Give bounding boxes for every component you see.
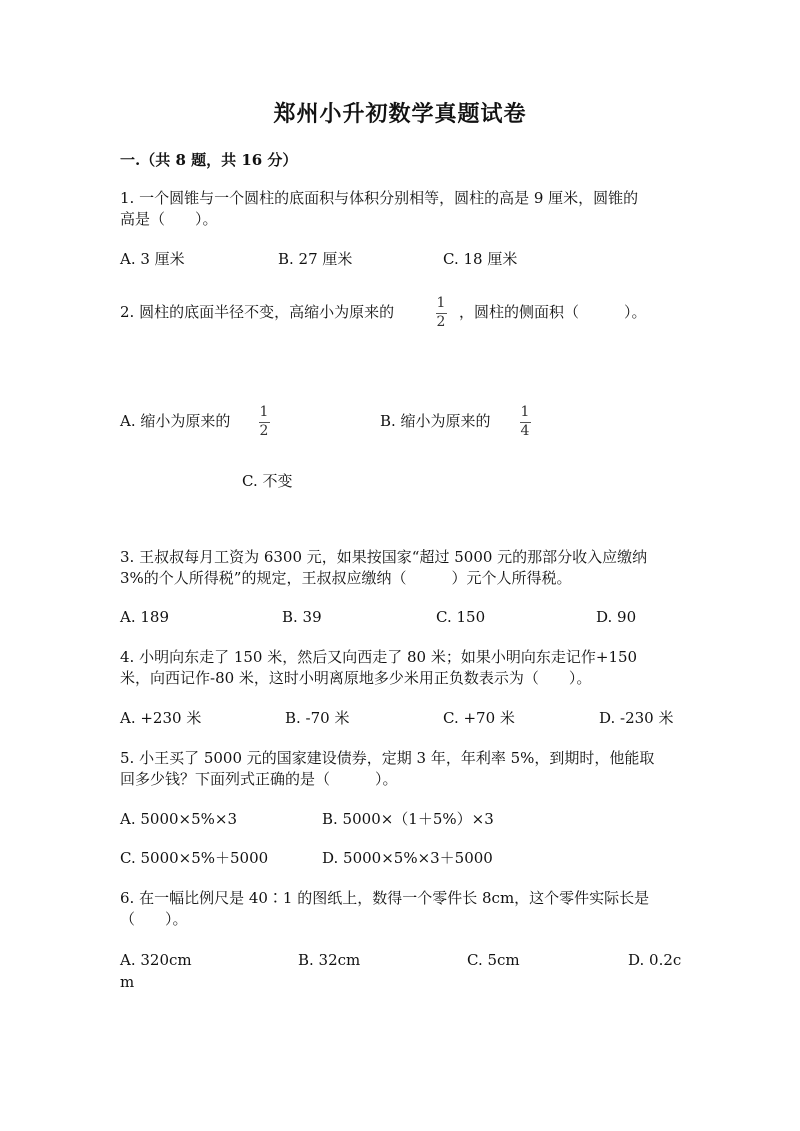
question-6-line-1: 6. 在一幅比例尺是 40∶1 的图纸上，数得一个零件长 8cm，这个零件实际长是 — [120, 889, 650, 907]
fraction-numerator: 1 — [520, 404, 530, 420]
question-4-line-1: 4. 小明向东走了 150 米，然后又向西走了 80 米；如果小明向东走记作+150 — [120, 648, 638, 666]
question-4-option-d[interactable]: D. -230 米 — [599, 709, 674, 727]
question-2-option-c[interactable]: C. 不变 — [242, 472, 293, 490]
question-3-option-a[interactable]: A. 189 — [120, 608, 169, 626]
question-3-line-1: 3. 王叔叔每月工资为 6300 元，如果按国家“超过 5000 元的那部分收入应缴纳 — [120, 548, 648, 566]
question-2-stem-fraction — [433, 296, 449, 330]
question-5-option-b[interactable]: B. 5000×（1＋5%）×3 — [322, 810, 494, 828]
question-4-option-b[interactable]: B. -70 米 — [285, 709, 350, 727]
question-1-option-c[interactable]: C. 18 厘米 — [443, 250, 518, 268]
question-5-line-1: 5. 小王买了 5000 元的国家建设债券，定期 3 年，年利率 5%，到期时，他能取 — [120, 749, 655, 767]
question-5-line-2: 回多少钱？下面列式正确的是（ ）。 — [120, 770, 398, 788]
question-5-option-d[interactable]: D. 5000×5%×3＋5000 — [322, 849, 493, 867]
question-3-line-2: 3%的个人所得税”的规定，王叔叔应缴纳（ ）元个人所得税。 — [120, 569, 572, 587]
fraction-denominator: 2 — [436, 314, 446, 330]
question-6-option-c[interactable]: C. 5cm — [467, 951, 520, 969]
question-2-option-b[interactable]: B. 缩小为原来的 — [380, 412, 491, 430]
question-6-option-d-wrap: m — [120, 973, 135, 991]
question-2-stem: 2. 圆柱的底面半径不变，高缩小为原来的 — [120, 303, 395, 321]
question-6-option-d[interactable]: D. 0.2c — [628, 951, 682, 969]
question-2-option-b-fraction — [517, 405, 533, 439]
fraction-denominator: 2 — [259, 423, 269, 439]
question-3-option-b[interactable]: B. 39 — [282, 608, 322, 626]
question-4-option-c[interactable]: C. +70 米 — [443, 709, 515, 727]
question-2-stem-end: ，圆柱的侧面积（ ）。 — [459, 303, 647, 321]
question-3-option-d[interactable]: D. 90 — [596, 608, 637, 626]
question-6-option-a[interactable]: A. 320cm — [120, 951, 192, 969]
question-1-option-a[interactable]: A. 3 厘米 — [120, 250, 185, 268]
question-4-line-2: 米，向西记作-80 米，这时小明离原地多少米用正负数表示为（ ）。 — [120, 669, 592, 687]
question-2-option-a[interactable]: A. 缩小为原来的 — [120, 412, 231, 430]
question-3-option-c[interactable]: C. 150 — [436, 608, 486, 626]
question-6-line-2: （ ）。 — [120, 910, 188, 928]
page-title: 郑州小升初数学真题试卷 — [273, 101, 527, 127]
question-5-option-c[interactable]: C. 5000×5%＋5000 — [120, 849, 269, 867]
question-6-option-b[interactable]: B. 32cm — [298, 951, 361, 969]
fraction-denominator: 4 — [520, 423, 530, 439]
fraction-numerator: 1 — [259, 404, 269, 420]
question-1-option-b[interactable]: B. 27 厘米 — [278, 250, 353, 268]
fraction-numerator: 1 — [436, 295, 446, 311]
question-1-line-2: 高是（ ）。 — [120, 210, 218, 228]
question-4-option-a[interactable]: A. +230 米 — [120, 709, 202, 727]
question-5-option-a[interactable]: A. 5000×5%×3 — [120, 810, 238, 828]
question-1-line-1: 1. 一个圆锥与一个圆柱的底面积与体积分别相等，圆柱的高是 9 厘米，圆锥的 — [120, 189, 639, 207]
section-heading: 一.（共 8 题，共 16 分） — [120, 151, 298, 169]
question-2-option-a-fraction — [256, 405, 272, 439]
